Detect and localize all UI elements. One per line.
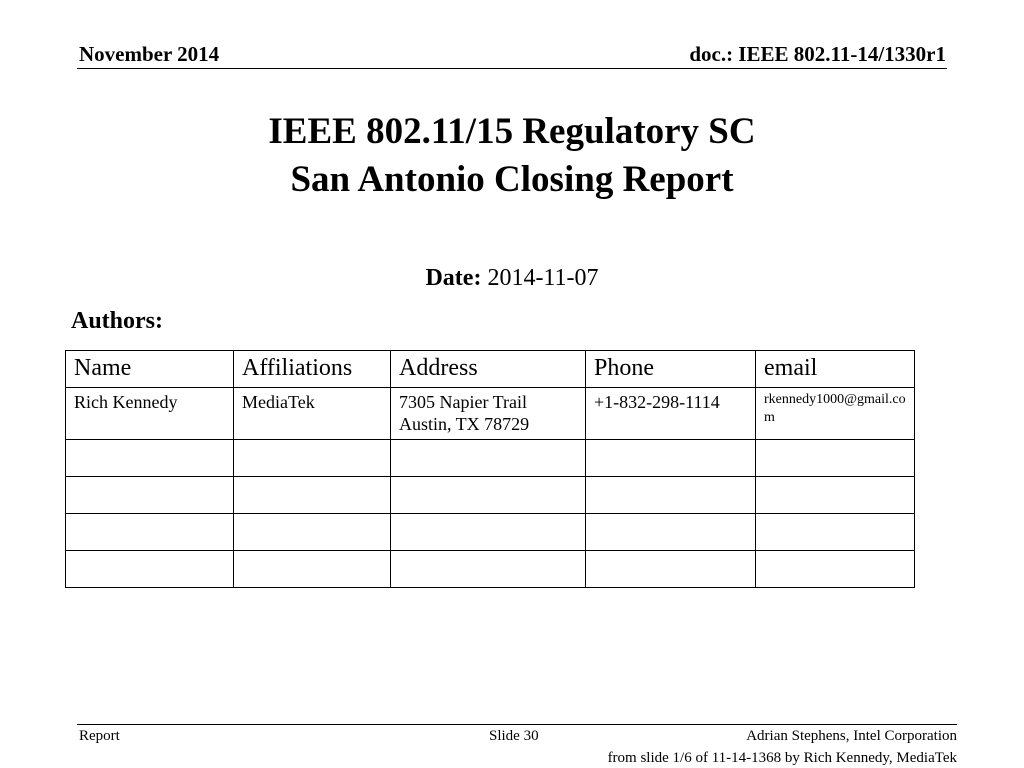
column-header-email: email bbox=[756, 351, 915, 388]
table-cell bbox=[66, 514, 234, 551]
column-header-affiliations: Affiliations bbox=[234, 351, 391, 388]
table-cell bbox=[234, 551, 391, 588]
table-header-row bbox=[66, 351, 915, 388]
footer-left: Report bbox=[79, 728, 120, 744]
table-cell bbox=[234, 440, 391, 477]
table-cell bbox=[391, 514, 586, 551]
authors-table bbox=[65, 350, 915, 588]
table-cell bbox=[756, 440, 915, 477]
column-header-name: Name bbox=[66, 351, 234, 388]
table-cell bbox=[234, 477, 391, 514]
table-cell bbox=[586, 477, 756, 514]
author-email: rkennedy1000@gmail.com bbox=[756, 388, 915, 440]
column-header-phone: Phone bbox=[586, 351, 756, 388]
author-address bbox=[391, 388, 586, 440]
footer-slide-number: Slide 30 bbox=[489, 728, 539, 744]
table-cell bbox=[586, 551, 756, 588]
author-affiliation: MediaTek bbox=[234, 388, 391, 440]
table-cell bbox=[234, 514, 391, 551]
date-value: 2014-11-07 bbox=[487, 265, 599, 291]
author-address-line-2: Austin, TX 78729 bbox=[399, 414, 530, 434]
header-date: November 2014 bbox=[79, 42, 220, 66]
author-phone: +1-832-298-1114 bbox=[586, 388, 756, 440]
table-row bbox=[66, 388, 915, 440]
table-row bbox=[66, 440, 915, 477]
table-cell bbox=[66, 551, 234, 588]
table-cell bbox=[66, 440, 234, 477]
table-row bbox=[66, 551, 915, 588]
footer-divider bbox=[77, 724, 957, 725]
author-name: Rich Kennedy bbox=[66, 388, 234, 440]
column-header-address: Address bbox=[391, 351, 586, 388]
table-cell bbox=[586, 440, 756, 477]
table-cell bbox=[391, 440, 586, 477]
table-cell bbox=[586, 514, 756, 551]
slide-title-line-1: IEEE 802.11/15 Regulatory SC bbox=[268, 111, 756, 152]
table-row bbox=[66, 514, 915, 551]
table-row bbox=[66, 477, 915, 514]
table-cell bbox=[756, 477, 915, 514]
slide-title bbox=[0, 108, 1024, 204]
footer-author: Adrian Stephens, Intel Corporation bbox=[746, 728, 957, 744]
table-cell bbox=[391, 551, 586, 588]
date-label: Date: bbox=[425, 265, 482, 291]
header-divider bbox=[77, 68, 947, 69]
date-line bbox=[0, 265, 1024, 292]
authors-heading: Authors: bbox=[71, 308, 164, 334]
table-cell bbox=[756, 551, 915, 588]
slide-title-line-2: San Antonio Closing Report bbox=[290, 159, 734, 200]
table-cell bbox=[66, 477, 234, 514]
table-cell bbox=[756, 514, 915, 551]
footer-source-note: from slide 1/6 of 11-14-1368 by Rich Kennedy, MediaTek bbox=[607, 750, 957, 766]
table-cell bbox=[391, 477, 586, 514]
author-address-line-1: 7305 Napier Trail bbox=[399, 392, 527, 412]
header-doc-id: doc.: IEEE 802.11-14/1330r1 bbox=[689, 42, 946, 66]
